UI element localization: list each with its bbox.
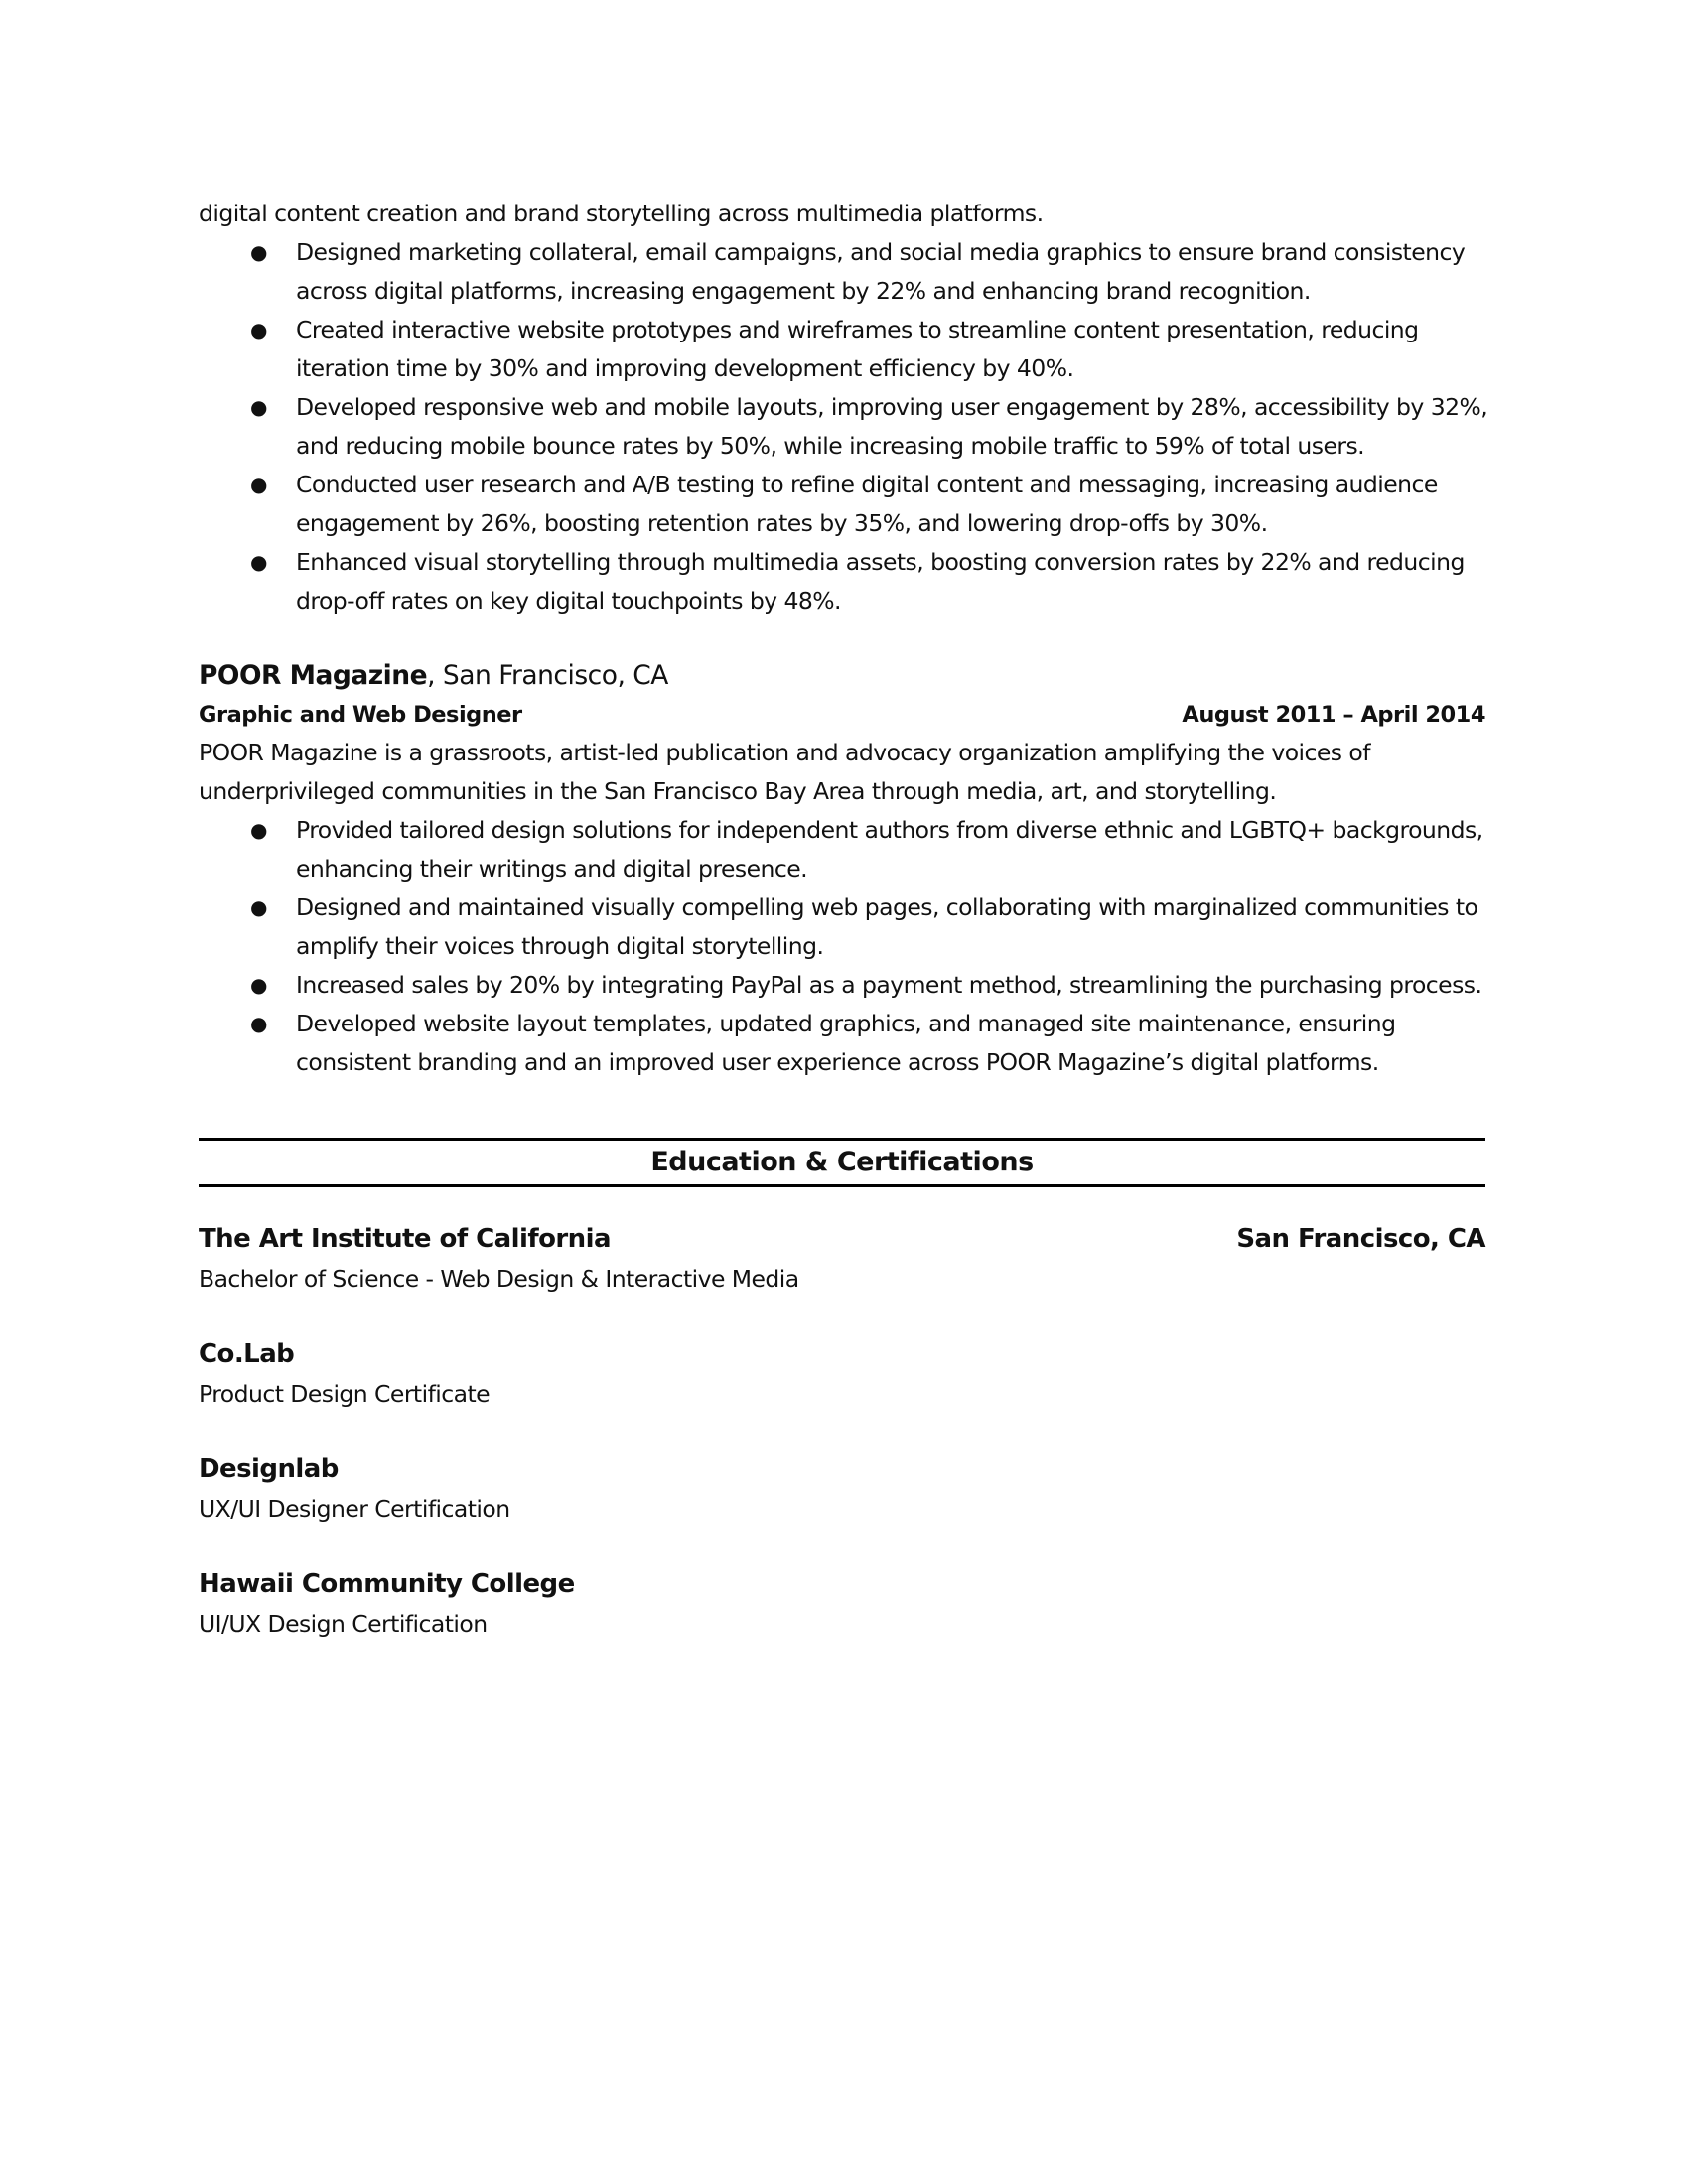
resume-page bbox=[199, 195, 1488, 1644]
institution-location: San Francisco, CA bbox=[1236, 1224, 1485, 1254]
education-entry bbox=[199, 1334, 1485, 1414]
bullet-icon: ● bbox=[250, 395, 267, 419]
previous-experience-section bbox=[199, 195, 1488, 620]
education-row bbox=[199, 1565, 1485, 1604]
job-title: Graphic and Web Designer bbox=[199, 702, 522, 728]
company-description-line: POOR Magazine is a grassroots, artist-led publication and advocacy organization amplifying the voices of bbox=[199, 739, 1370, 766]
list-item-continuation: drop-off rates on key digital touchpoints by 48%. bbox=[296, 587, 841, 614]
list-item-continuation: consistent branding and an improved user experience across POOR Magazine’s digital platforms. bbox=[296, 1048, 1379, 1076]
list-item-continuation: and reducing mobile bounce rates by 50%, while increasing mobile traffic to 59% of total users. bbox=[296, 432, 1365, 460]
company-name: POOR Magazine bbox=[199, 660, 428, 691]
education-section-header: Education & Certifications bbox=[199, 1138, 1485, 1187]
job-description-tail: digital content creation and brand storytelling across multimedia platforms. bbox=[199, 200, 1044, 227]
list-item-continuation: iteration time by 30% and improving development efficiency by 40%. bbox=[296, 354, 1074, 382]
list-item: ● Developed website layout templates, updated graphics, and managed site maintenance, ensuring bbox=[199, 1005, 1485, 1043]
bullet-icon: ● bbox=[250, 550, 267, 574]
list-item: ● Provided tailored design solutions for independent authors from diverse ethnic and LGBTQ+ backgrounds, bbox=[199, 811, 1485, 850]
job-dates: August 2011 – April 2014 bbox=[1182, 702, 1485, 728]
poor-magazine-section bbox=[199, 656, 1485, 1082]
education-row bbox=[199, 1449, 1485, 1489]
institution-name: The Art Institute of California bbox=[199, 1224, 611, 1254]
list-item: ● Designed and maintained visually compelling web pages, collaborating with marginalized communities to bbox=[199, 888, 1485, 927]
list-item: ● Increased sales by 20% by integrating PayPal as a payment method, streamlining the purchasing process. bbox=[199, 966, 1485, 1005]
education-detail: UX/UI Designer Certification bbox=[199, 1495, 510, 1523]
list-item: ● Designed marketing collateral, email campaigns, and social media graphics to ensure brand consistency bbox=[199, 233, 1485, 272]
bullet-icon: ● bbox=[250, 818, 267, 842]
list-item: ● Conducted user research and A/B testing to refine digital content and messaging, increasing audience bbox=[199, 466, 1485, 504]
list-item-continuation: across digital platforms, increasing engagement by 22% and enhancing brand recognition. bbox=[296, 277, 1311, 305]
list-item-continuation: engagement by 26%, boosting retention rates by 35%, and lowering drop-offs by 30%. bbox=[296, 509, 1268, 537]
institution-name: Co.Lab bbox=[199, 1339, 295, 1369]
list-item: ● Created interactive website prototypes and wireframes to streamline content presentation, reducing bbox=[199, 311, 1485, 349]
bullet-icon: ● bbox=[250, 318, 267, 341]
education-entry bbox=[199, 1449, 1485, 1529]
role-row bbox=[199, 696, 1485, 734]
education-row bbox=[199, 1219, 1485, 1259]
institution-name: Hawaii Community College bbox=[199, 1570, 575, 1599]
list-item: ● Enhanced visual storytelling through multimedia assets, boosting conversion rates by 22% and reducing bbox=[199, 543, 1485, 582]
company-location: , San Francisco, CA bbox=[427, 660, 668, 691]
education-list bbox=[199, 1219, 1485, 1644]
bullet-icon: ● bbox=[250, 895, 267, 919]
institution-name: Designlab bbox=[199, 1454, 339, 1484]
education-row bbox=[199, 1334, 1485, 1374]
education-entry bbox=[199, 1565, 1485, 1644]
education-detail: Product Design Certificate bbox=[199, 1380, 491, 1408]
list-item-continuation: amplify their voices through digital storytelling. bbox=[296, 932, 824, 960]
bullet-icon: ● bbox=[250, 473, 267, 496]
bullet-icon: ● bbox=[250, 240, 267, 264]
education-entry bbox=[199, 1219, 1485, 1298]
education-detail: Bachelor of Science - Web Design & Interactive Media bbox=[199, 1265, 799, 1293]
bullet-icon: ● bbox=[250, 1012, 267, 1035]
list-item: ● Developed responsive web and mobile layouts, improving user engagement by 28%, accessibility by 32%, bbox=[199, 388, 1485, 427]
list-item-continuation: enhancing their writings and digital presence. bbox=[296, 855, 808, 883]
company-description-line: underprivileged communities in the San Francisco Bay Area through media, art, and storytelling. bbox=[199, 777, 1277, 805]
bullet-icon: ● bbox=[250, 973, 267, 997]
company-heading bbox=[199, 656, 1485, 696]
poor-magazine-bullets bbox=[199, 811, 1485, 1082]
education-detail: UI/UX Design Certification bbox=[199, 1610, 488, 1638]
previous-job-bullets bbox=[199, 233, 1488, 620]
